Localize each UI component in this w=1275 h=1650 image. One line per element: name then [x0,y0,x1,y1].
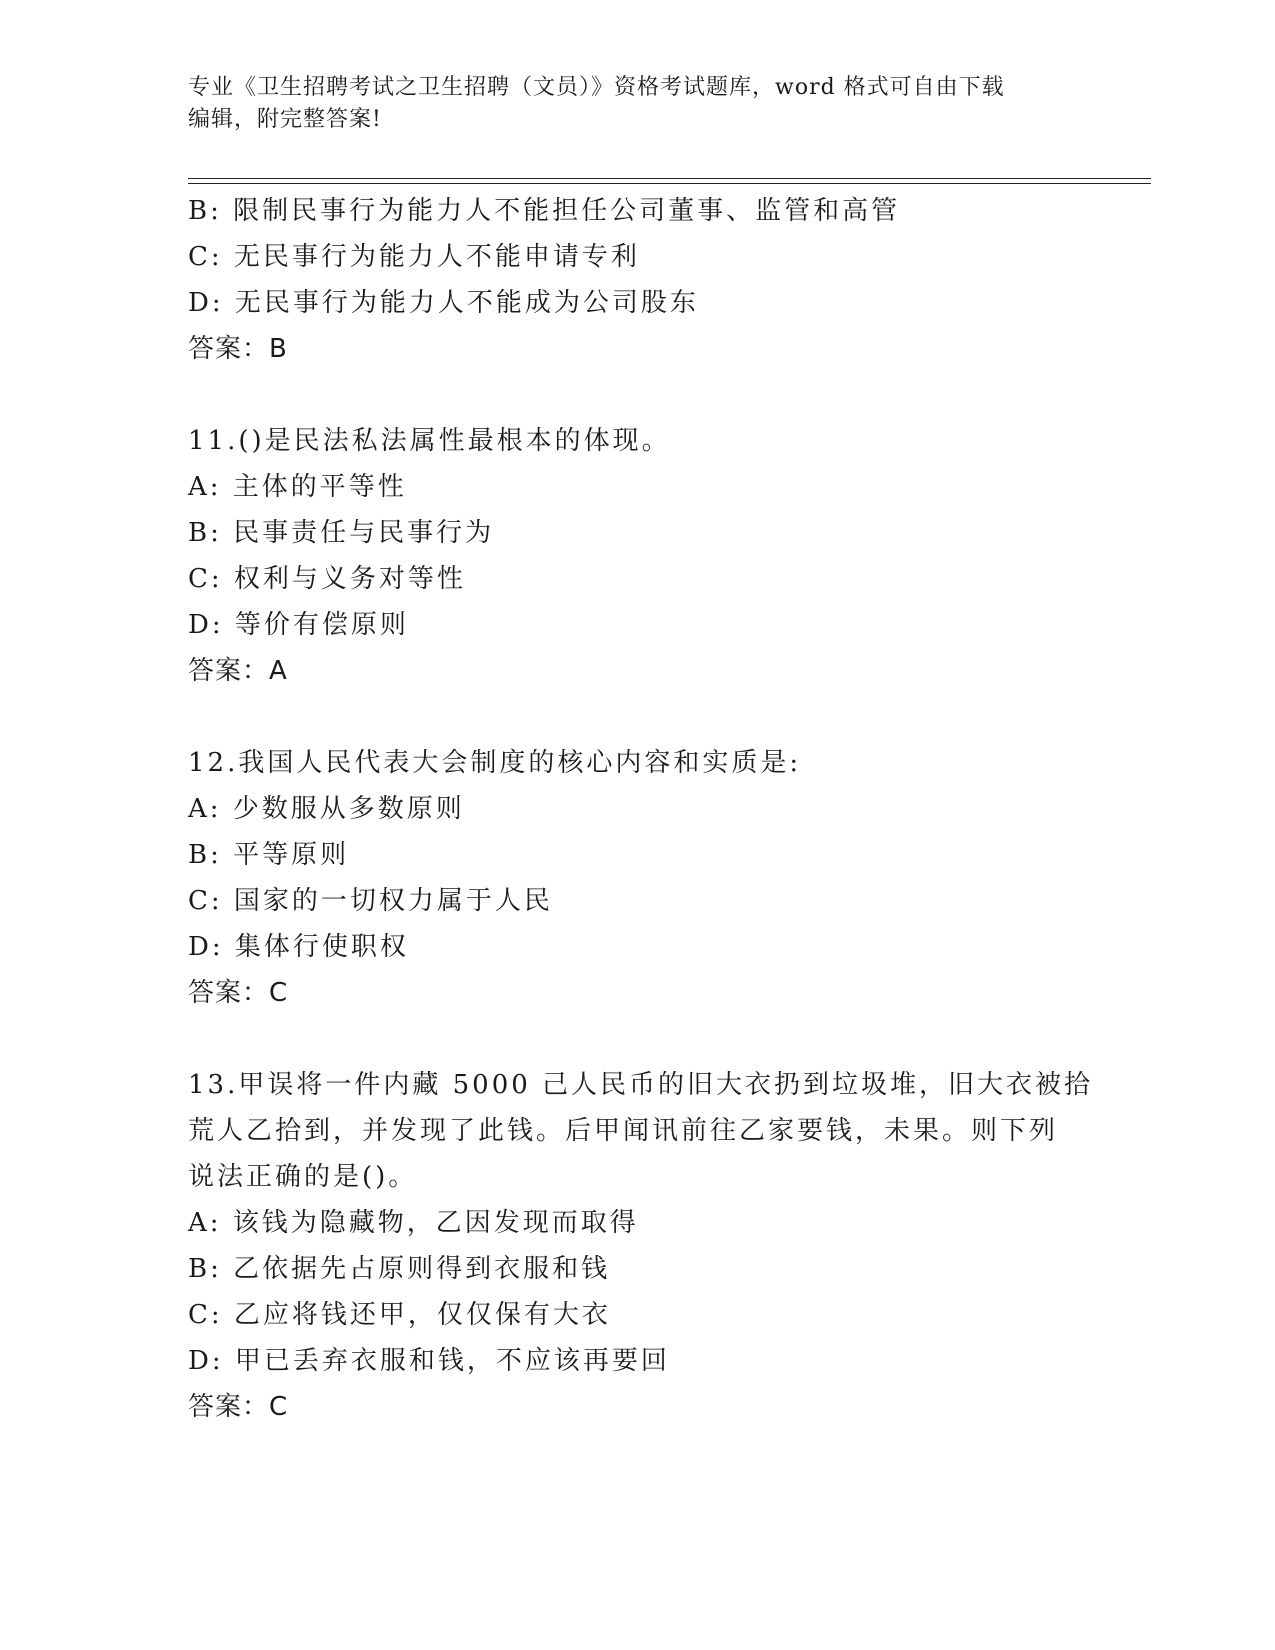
question-text-line-1: 13.甲误将一件内藏 5000 己人民币的旧大衣扔到垃圾堆，旧大衣被拾 [188,1070,1094,1100]
option-b: B: 限制民事行为能力人不能担任公司董事、监管和高管 [188,196,901,226]
spacer [188,372,1088,418]
option-c: C: 国家的一切权力属于人民 [188,886,553,916]
option-a: A: 主体的平等性 [188,472,407,502]
question-text-line-3: 说法正确的是()。 [188,1162,418,1192]
option-c: C: 权利与义务对等性 [188,564,466,594]
option-c: C: 乙应将钱还甲，仅仅保有大衣 [188,1300,611,1330]
question-13 [188,1062,1094,1430]
question-12 [188,740,1088,1016]
option-d: D: 集体行使职权 [188,932,409,962]
answer: 答案：C [188,1392,289,1422]
option-b: B: 平等原则 [188,840,350,870]
answer: 答案：B [188,334,288,364]
question-11 [188,418,1088,694]
option-d: D: 无民事行为能力人不能成为公司股东 [188,288,699,318]
spacer [188,1016,1088,1062]
answer: 答案：A [188,656,288,686]
header-line-1: 专业《卫生招聘考试之卫生招聘（文员）》资格考试题库，word 格式可自由下载 [188,75,1005,100]
option-a: A: 该钱为隐藏物，乙因发现而取得 [188,1208,639,1238]
document-header [188,72,1088,136]
option-b: B: 乙依据先占原则得到衣服和钱 [188,1254,611,1284]
answer: 答案：C [188,978,289,1008]
question-text: 11.()是民法私法属性最根本的体现。 [188,426,671,456]
header-divider-bottom [188,183,1151,184]
question-list [188,188,1094,1430]
header-divider-top [188,178,1151,179]
question-10 [188,188,1088,372]
option-d: D: 等价有偿原则 [188,610,409,640]
question-text-line-2: 荒人乙拾到，并发现了此钱。后甲闻讯前往乙家要钱，未果。则下列 [188,1116,1059,1146]
option-b: B: 民事责任与民事行为 [188,518,495,548]
option-c: C: 无民事行为能力人不能申请专利 [188,242,640,272]
option-a: A: 少数服从多数原则 [188,794,465,824]
question-text: 12.我国人民代表大会制度的核心内容和实质是: [188,748,802,778]
option-d: D: 甲已丢弃衣服和钱，不应该再要回 [188,1346,670,1376]
header-line-2: 编辑，附完整答案! [188,107,382,132]
spacer [188,694,1088,740]
